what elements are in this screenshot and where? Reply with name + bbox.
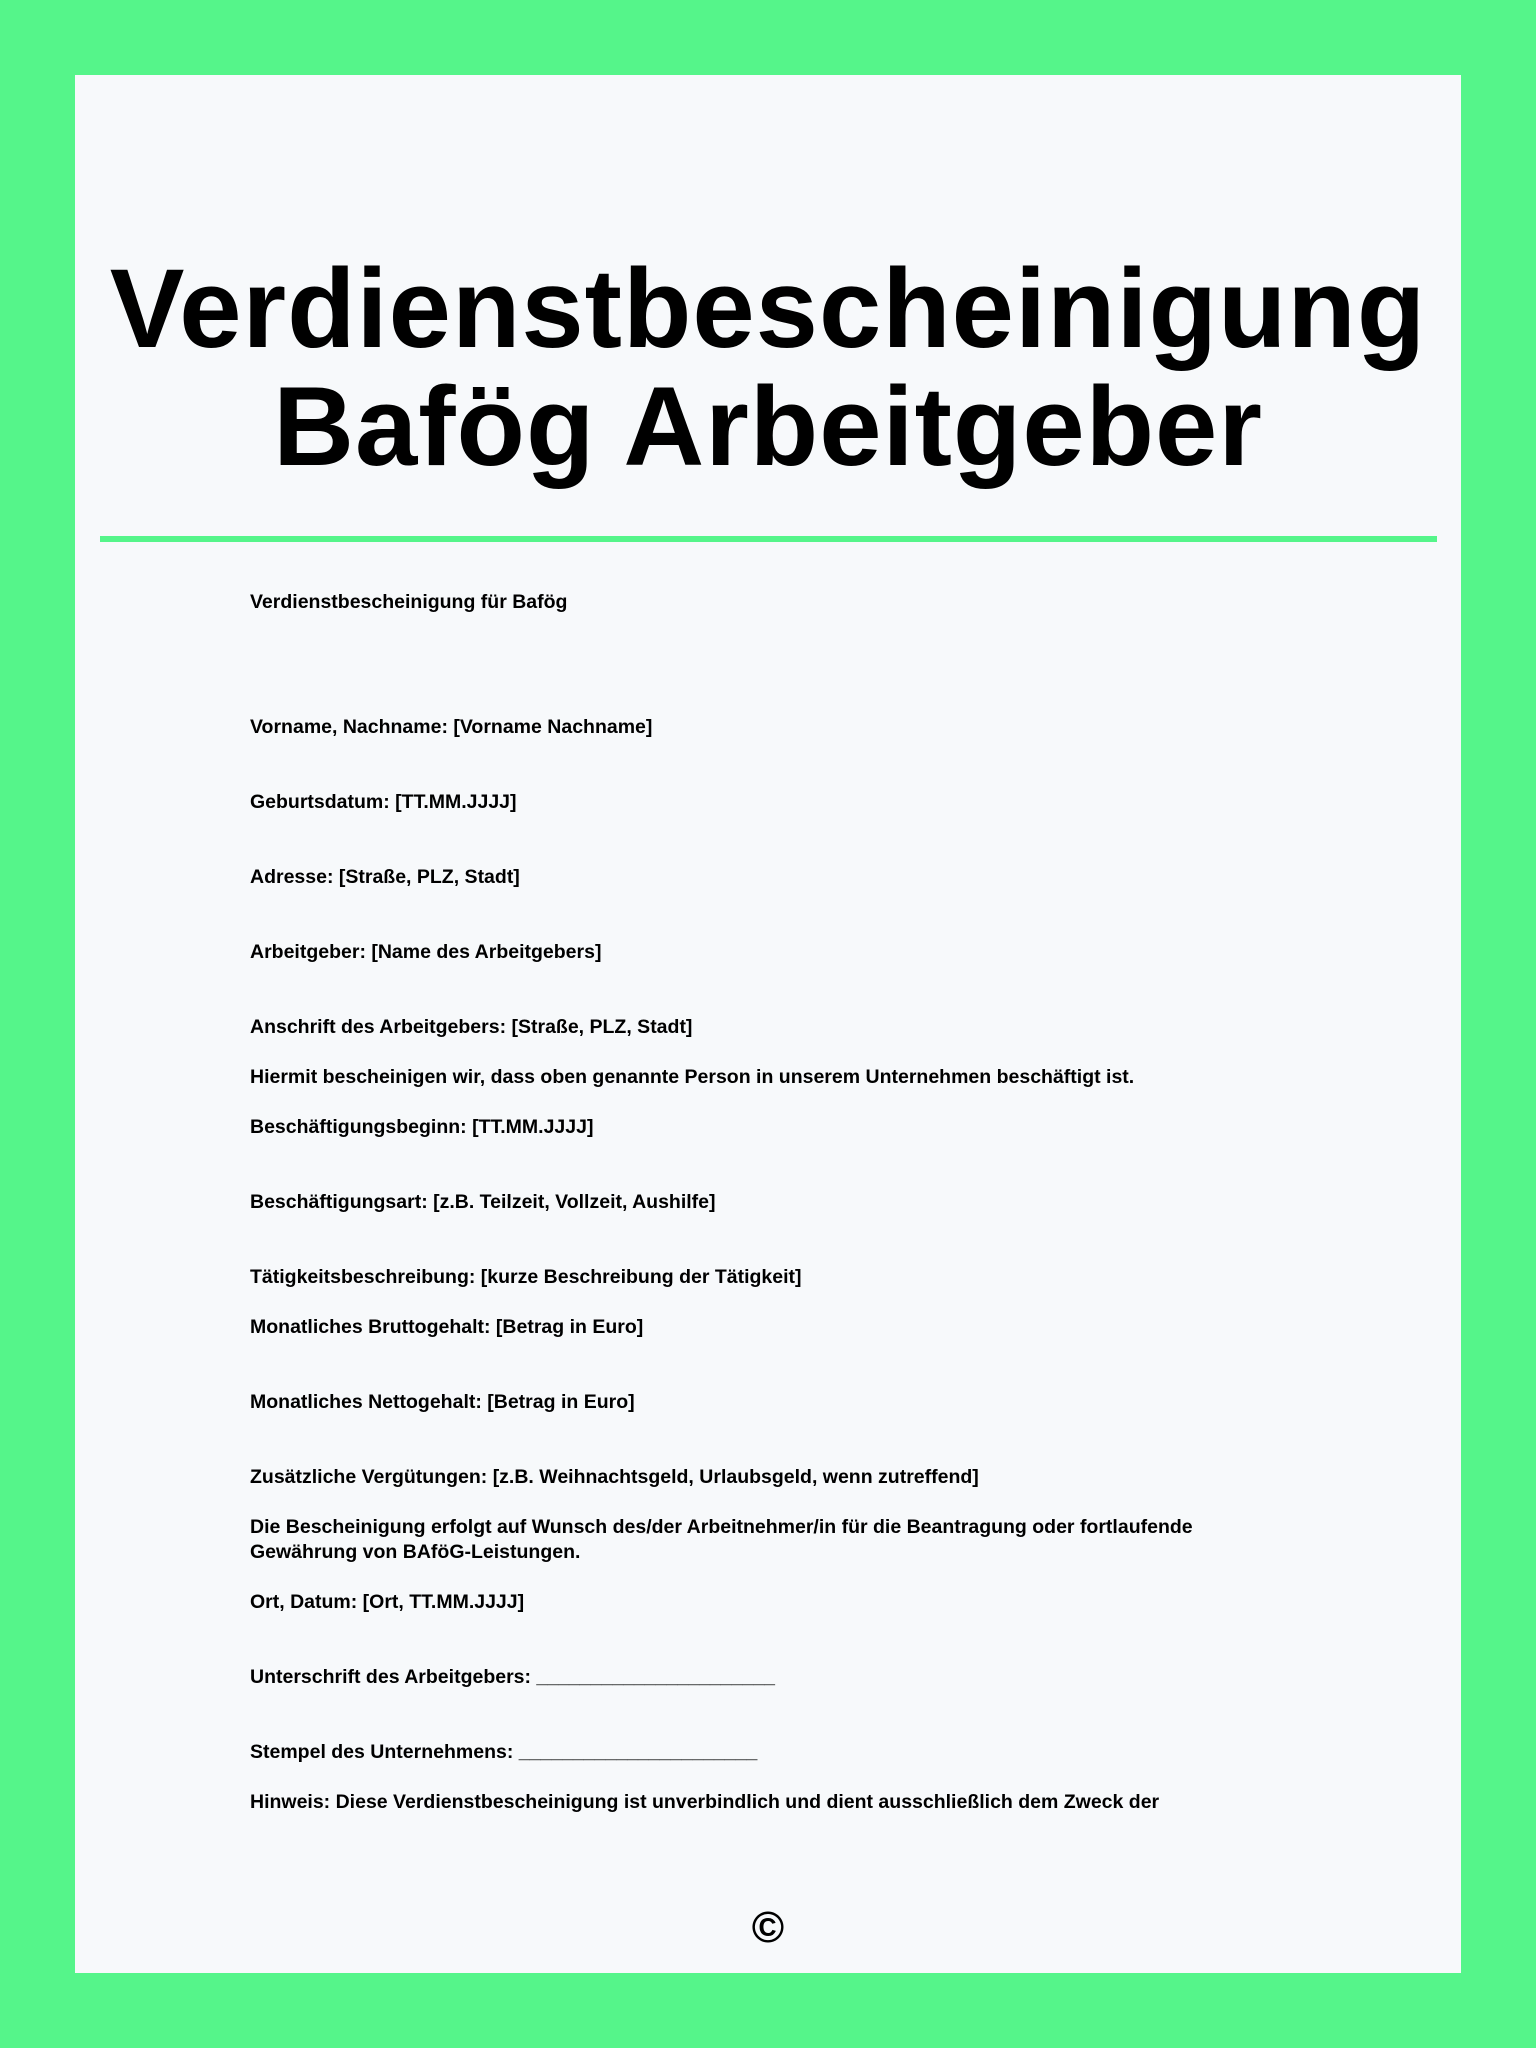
copyright-icon: © [751,1903,785,1952]
title-line-1: Verdienstbescheinigung [109,246,1427,371]
company-stamp-field: Stempel des Unternehmens: ______________________ [250,1741,758,1763]
employment-type-field: Beschäftigungsart: [z.B. Teilzeit, Vollzeit, Aushilfe] [250,1191,716,1213]
additional-pay-field: Zusätzliche Vergütungen: [z.B. Weihnachtsgeld, Urlaubsgeld, wenn zutreffend] [250,1466,979,1488]
purpose-text: Die Bescheinigung erfolgt auf Wunsch des/der Arbeitnehmer/in für die Beantragung oder fortlaufende Gewährung von BAföG-Leistungen. [250,1516,1193,1563]
gross-salary-field: Monatliches Bruttogehalt: [Betrag in Euro] [250,1316,644,1338]
note-text: Hinweis: Diese Verdienstbescheinigung ist unverbindlich und dient ausschließlich dem Zweck der [250,1791,1160,1813]
body-heading: Verdienstbescheinigung für Bafög [250,591,568,613]
employer-address-field: Anschrift des Arbeitgebers: [Straße, PLZ, Stadt] [250,1016,693,1038]
document-title [75,246,1461,489]
employer-field: Arbeitgeber: [Name des Arbeitgebers] [250,941,602,963]
employer-signature-field: Unterschrift des Arbeitgebers: ______________________ [250,1666,776,1688]
name-field: Vorname, Nachname: [Vorname Nachname] [250,716,653,738]
title-divider [100,536,1437,542]
job-description-field: Tätigkeitsbeschreibung: [kurze Beschreibung der Tätigkeit] [250,1266,802,1288]
net-salary-field: Monatliches Nettogehalt: [Betrag in Euro] [250,1391,635,1413]
document-page [75,75,1461,1973]
place-date-field: Ort, Datum: [Ort, TT.MM.JJJJ] [250,1591,525,1613]
address-field: Adresse: [Straße, PLZ, Stadt] [250,866,520,888]
confirmation-text: Hiermit bescheinigen wir, dass oben genannte Person in unserem Unternehmen beschäftigt ist. [250,1066,1135,1088]
title-line-2: Bafög Arbeitgeber [273,364,1263,489]
employment-start-field: Beschäftigungsbeginn: [TT.MM.JJJJ] [250,1116,594,1138]
birthdate-field: Geburtsdatum: [TT.MM.JJJJ] [250,791,517,813]
